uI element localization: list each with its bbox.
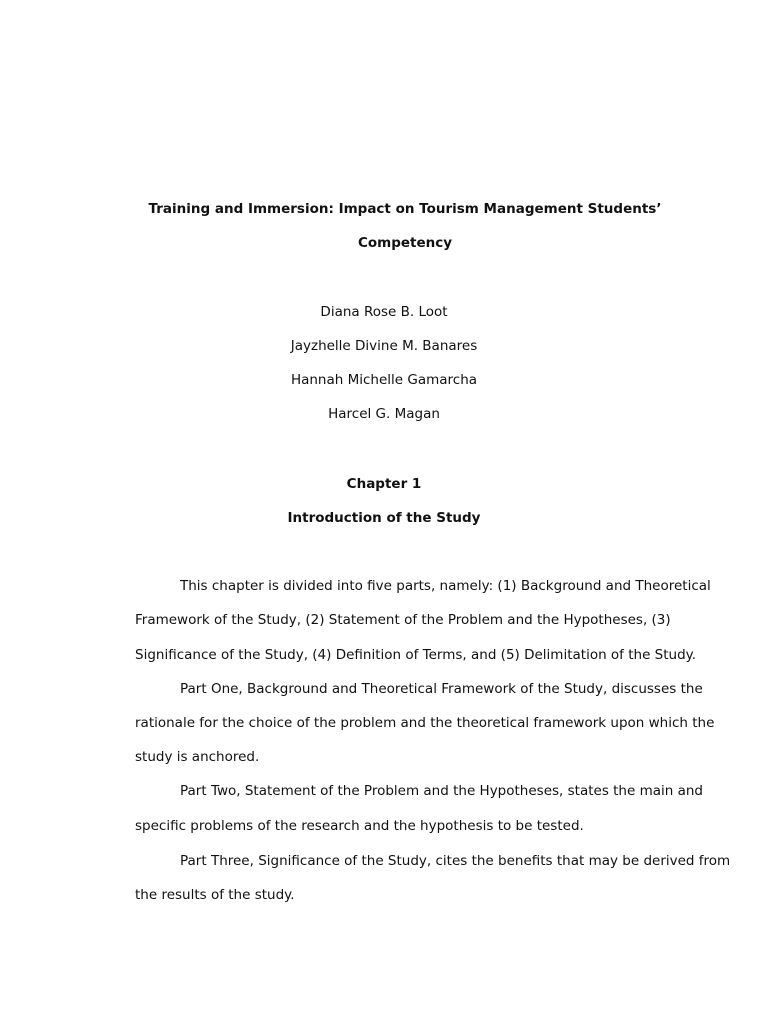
paragraph-1-line-2: Framework of the Study, (2) Statement of the Problem and the Hypotheses, (3) <box>135 612 671 628</box>
author-4: Harcel G. Magan <box>328 406 440 422</box>
paragraph-2-line-1: Part One, Background and Theoretical Framework of the Study, discusses the <box>180 681 703 697</box>
author-2: Jayzhelle Divine M. Banares <box>290 338 478 354</box>
title-line-1: Training and Immersion: Impact on Tourism Management Students’ <box>148 201 662 217</box>
chapter-label: Chapter 1 <box>346 476 422 492</box>
title-line-2: Competency <box>357 235 453 251</box>
paragraph-4-line-1: Part Three, Significance of the Study, cites the benefits that may be derived from <box>180 853 731 869</box>
paragraph-3-line-1: Part Two, Statement of the Problem and the Hypotheses, states the main and <box>180 783 704 799</box>
author-3: Hannah Michelle Gamarcha <box>290 372 478 388</box>
paragraph-1-line-1: This chapter is divided into five parts, namely: (1) Background and Theoretical <box>180 578 711 594</box>
paragraph-2-line-2: rationale for the choice of the problem and the theoretical framework upon which the <box>135 715 715 731</box>
chapter-heading: Introduction of the Study <box>287 510 481 526</box>
paragraph-3-line-2: specific problems of the research and the hypothesis to be tested. <box>135 818 584 834</box>
paragraph-2-line-3: study is anchored. <box>135 749 260 765</box>
paragraph-4-line-2: the results of the study. <box>135 887 295 903</box>
author-1: Diana Rose B. Loot <box>320 304 448 320</box>
paragraph-1-line-3: Significance of the Study, (4) Definition of Terms, and (5) Delimitation of the Study. <box>135 647 697 663</box>
